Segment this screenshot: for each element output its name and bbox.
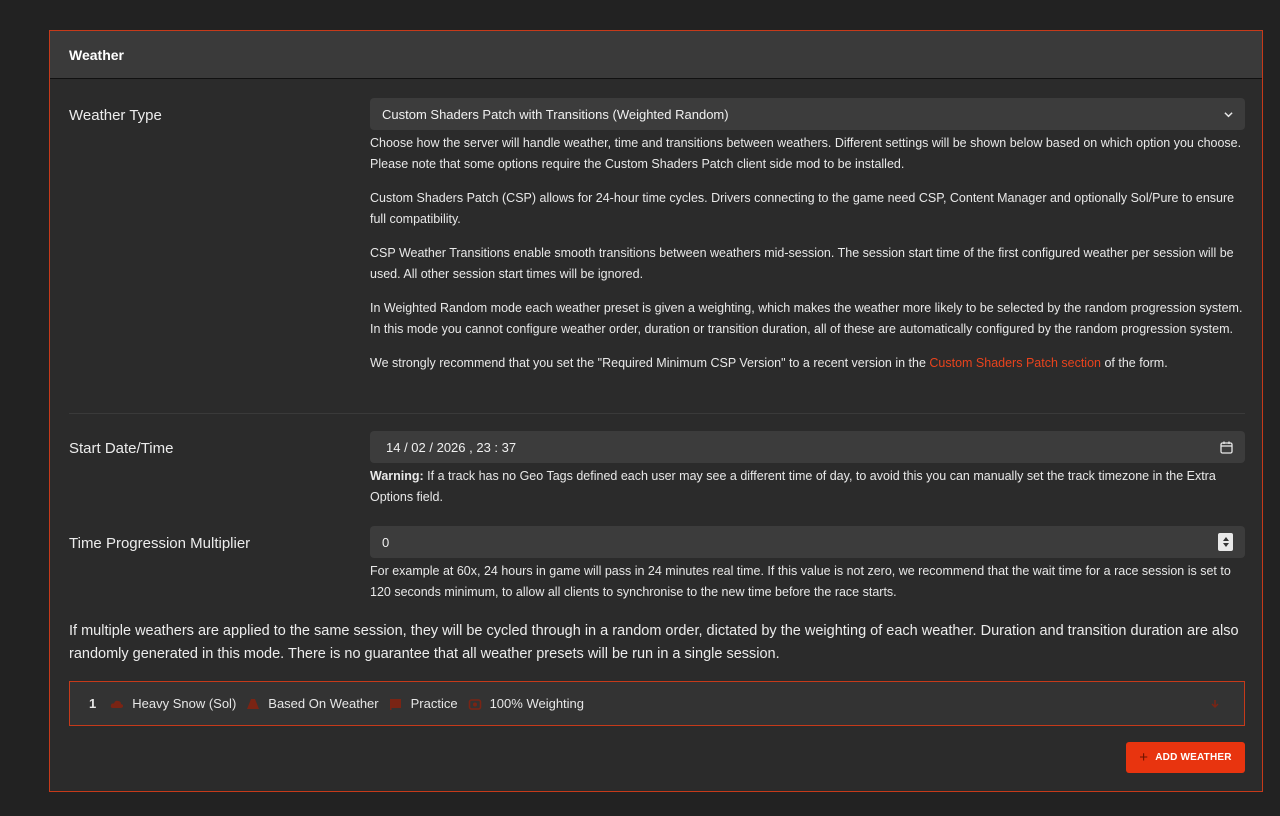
weight-icon (468, 698, 482, 710)
recommend-suffix: of the form. (1101, 356, 1168, 370)
help-paragraph: Choose how the server will handle weather, time and transitions between weathers. Different settings will be shown below based on which option you choose. Please note that some options require the Custom Shaders Patch client side mod to be installed. (370, 136, 1242, 171)
warning-text: If a track has no Geo Tags defined each user may see a different time of day, to avoid this you can manually set the track timezone in the Extra Options field. (370, 469, 1216, 504)
divider (69, 413, 1245, 414)
help-paragraph: Custom Shaders Patch (CSP) allows for 24-hour time cycles. Drivers connecting to the game need CSP, Content Manager and optionally Sol/Pure to ensure full compatibility. (370, 191, 1235, 226)
weather-weighting: 100% Weighting (489, 696, 585, 711)
weather-panel (49, 30, 1263, 792)
time-multiplier-help: For example at 60x, 24 hours in game will pass in 24 minutes real time. If this value is not zero, we recommend that the wait time for a race session is set to 120 seconds minimum, to allow all clients to synchronise to the new time before the race starts. (370, 564, 1231, 599)
weather-number: 1 (89, 696, 97, 711)
weather-session: Practice (410, 696, 458, 711)
time-multiplier-value: 0 (382, 534, 390, 550)
time-multiplier-input[interactable] (370, 526, 1245, 558)
cloud-icon (110, 698, 124, 710)
help-paragraph: In Weighted Random mode each weather preset is given a weighting, which makes the weather more likely to be selected by the random progression system. In this mode you cannot configure weather order, duration or transition duration, all of these are automatically configured by the random progression system. (370, 301, 1243, 336)
weather-list-item[interactable] (69, 681, 1245, 726)
stepper-down-icon[interactable] (1223, 543, 1229, 547)
csp-section-link[interactable]: Custom Shaders Patch section (929, 356, 1101, 370)
road-icon (246, 698, 260, 710)
add-weather-label: ADD WEATHER (1155, 752, 1232, 763)
chevron-down-icon (1224, 110, 1233, 119)
weather-type-value: Custom Shaders Patch with Transitions (Weighted Random) (382, 106, 729, 122)
start-datetime-label: Start Date/Time (69, 440, 174, 457)
start-datetime-input[interactable] (370, 431, 1245, 463)
start-datetime-warning (370, 466, 1248, 507)
time-multiplier-label: Time Progression Multiplier (69, 535, 251, 552)
panel-header (50, 31, 1262, 79)
recommend-text: We strongly recommend that you set the "Required Minimum CSP Version" to a recent version in the (370, 356, 930, 370)
weather-preset: Heavy Snow (Sol) (132, 696, 237, 711)
help-paragraph: CSP Weather Transitions enable smooth transitions between weathers mid-session. The session start time of the first configured weather per session will be used. All other session start times will be ignored. (370, 246, 1234, 281)
flag-icon (389, 698, 403, 710)
panel-title: Weather (69, 46, 124, 63)
weather-type-help (370, 133, 1248, 388)
stepper-up-icon[interactable] (1223, 537, 1229, 541)
weather-type-select[interactable] (370, 98, 1245, 130)
number-stepper[interactable] (1218, 533, 1233, 551)
warning-label: Warning: (370, 469, 424, 483)
recommend-paragraph (370, 353, 1248, 374)
weather-grip: Based On Weather (268, 696, 379, 711)
plus-icon: + (1139, 749, 1149, 766)
start-datetime-value: 14 / 02 / 2026 , 23 : 37 (386, 439, 517, 455)
weather-info-text: If multiple weathers are applied to the same session, they will be cycled through in a random order, dictated by the weighting of each weather. Duration and transition duration are also randomly generated in this mode. There is no guarantee that all weather presets will be run in a single session. (69, 623, 1239, 662)
add-weather-button[interactable] (1126, 742, 1245, 773)
weather-type-label: Weather Type (69, 107, 162, 124)
expand-arrow-icon[interactable] (1210, 699, 1220, 709)
calendar-icon[interactable] (1220, 441, 1233, 454)
